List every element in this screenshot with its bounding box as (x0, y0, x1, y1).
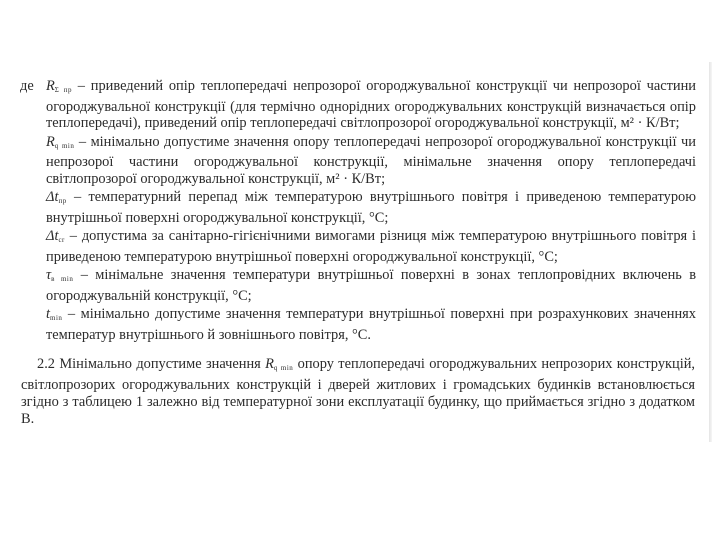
definition-delta-t-cr (20, 228, 696, 265)
definition-delta-t-pr (20, 189, 696, 226)
symbol-tau-min (46, 267, 73, 283)
symbol-subscript: cr (58, 236, 65, 244)
definition-text: – допустима за санітарно-гігієнічними вимогами різниця між температурою внутрішнього повітря і приведеною температурою внутрішньої поверхні огороджувальної конструкції, °С; (46, 228, 696, 265)
definition-tau-min (20, 267, 696, 304)
definition-text: – температурний перепад між температурою внутрішнього повітря і приведеною температурою внутрішньої поверхні огороджувальної конструкції, °С; (46, 189, 696, 226)
symbol-t-min (46, 306, 62, 322)
symbol-r-sum (46, 78, 72, 94)
symbol-letter: R (46, 78, 55, 94)
symbol-letter: R (265, 356, 274, 372)
symbol-subscript: min (50, 314, 63, 322)
definition-text: – мінімальне значення температури внутрішньої поверхні в зонах теплопровідних включень в огороджувальній конструкції, °С; (46, 267, 696, 304)
symbol-delta-t-pr (46, 189, 67, 205)
symbol-subscript: q min (273, 364, 294, 372)
symbol-letter: Δt (46, 228, 59, 244)
paragraph-2-2 (21, 356, 695, 428)
symbol-delta-t-cr (46, 228, 65, 244)
symbol-letter: τ (46, 267, 52, 283)
symbol-letter: R (46, 133, 55, 150)
symbol-r-qmin (46, 134, 74, 150)
symbol-letter: t (46, 306, 50, 322)
symbol-subscript: пр (58, 197, 67, 205)
definition-r-qmin (20, 134, 696, 188)
scan-edge-shadow (709, 62, 712, 442)
definition-text: – мінімально допустиме значення температури внутрішньої поверхні при розрахункових значеннях температур внутрішнього й зовнішнього повітря, °С. (46, 306, 696, 343)
symbol-r-qmin-inline (265, 356, 293, 372)
definition-t-min (20, 306, 696, 343)
definition-intro: де (20, 78, 34, 94)
symbol-subscript: в min (51, 275, 74, 283)
definition-text: – приведений опір теплопередачі непрозорої огороджувальної конструкції чи непрозорої частини огороджувальної конструкції (для термічно однорідних огороджувальних конструкцій визначається опір теплопередачі), приведений опір теплопередачі світлопрозорої огороджувальної конструкції, м² · К/Вт; (46, 78, 696, 131)
definition-text: – мінімально допустиме значення опору теплопередачі непрозорої огороджувальної конструкції чи непрозорої частини огороджувальної конструкції, мінімальне значення опору теплопередачі світлопрозорої огороджувальної конструкції, м² · К/Вт; (46, 133, 696, 187)
symbol-subscript: q min (54, 141, 75, 150)
paragraph-tail: опору теплопередачі огороджувальних непрозорих конструкцій, світлопрозорих огороджувальних конструкцій і дверей житлових і громадських будинків встановлюється згідно з таблицею 1 залежно від температурної зони експлуатації будинку, що приймається згідно з додатком В. (21, 356, 695, 427)
symbol-subscript: Σ пр (54, 86, 73, 94)
definitions-list (20, 78, 696, 345)
paragraph-lead: 2.2 Мінімально допустиме значення (37, 356, 266, 372)
symbol-letter: Δt (46, 189, 59, 205)
definition-r-sum (20, 78, 696, 132)
